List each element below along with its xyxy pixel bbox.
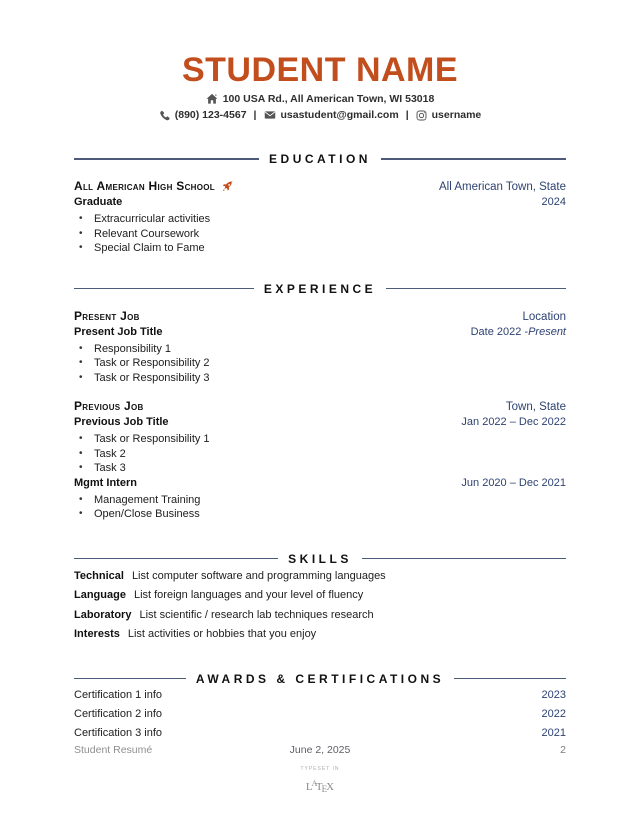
education-entry	[74, 178, 566, 256]
certification-text: Certification 2 info	[74, 708, 163, 720]
bullet-item: • Open/Close Business	[74, 507, 566, 522]
page-footer	[74, 743, 566, 828]
skill-label: Interests	[74, 628, 120, 640]
education-bullets	[74, 212, 566, 256]
graduation-year: 2024	[541, 196, 566, 208]
certification-row	[74, 705, 566, 724]
experience-bullets	[74, 342, 566, 386]
education-section-heading	[74, 152, 566, 166]
awards-section-heading	[74, 672, 566, 686]
bullet-item: • Management Training	[74, 493, 566, 508]
phone-text: (890) 123-4567	[174, 109, 247, 121]
bullet-item: • Responsibility 1	[74, 342, 566, 357]
certification-year: 2022	[541, 708, 566, 720]
skills-section-title: SKILLS	[288, 551, 352, 566]
certification-year: 2023	[541, 689, 566, 701]
certification-text: Certification 3 info	[74, 727, 163, 739]
heading-rule-right	[386, 288, 566, 290]
page-number: 2	[560, 743, 566, 756]
bullet-item: • Task or Responsibility 2	[74, 356, 566, 371]
experience-bullets	[74, 432, 566, 476]
job-title: Present Job Title	[74, 325, 163, 338]
experience-section-heading	[74, 282, 566, 296]
heading-rule-left	[74, 158, 259, 160]
education-section-title: EDUCATION	[269, 152, 371, 166]
school-name: All American High School	[74, 178, 234, 194]
awards-section-title: AWARDS & CERTIFICATIONS	[195, 671, 445, 686]
certification-year: 2021	[541, 727, 566, 739]
certification-row	[74, 686, 566, 705]
heading-rule-left	[74, 558, 278, 560]
experience-entry-previous	[74, 398, 566, 522]
skill-description: List computer software and programming languages	[131, 569, 386, 582]
bullet-item: • Task 2	[74, 447, 566, 462]
instagram-icon	[416, 110, 427, 121]
footer-date: June 2, 2025	[289, 743, 351, 756]
employer-name: Previous Job	[74, 399, 144, 413]
bullet-item: • Extracurricular activities	[74, 212, 566, 227]
skill-description: List scientific / research lab techniques research	[139, 608, 374, 621]
job-dates: Jan 2022 – Dec 2022	[461, 416, 566, 428]
skill-row-technical	[74, 567, 566, 586]
skill-label: Language	[74, 589, 126, 601]
heading-rule-right	[454, 678, 566, 680]
degree-title: Graduate	[74, 196, 123, 208]
job-title: Previous Job Title	[74, 416, 169, 428]
latex-logo: $L^ATEX$	[305, 778, 335, 794]
job-location: Location	[522, 310, 566, 323]
certification-row	[74, 724, 566, 743]
heading-rule-left	[74, 288, 254, 290]
rocket-icon	[221, 180, 234, 193]
heading-rule-right	[381, 158, 566, 160]
experience-section-title: EXPERIENCE	[263, 281, 377, 296]
bullet-item: • Task or Responsibility 3	[74, 371, 566, 386]
certification-text: Certification 1 info	[74, 689, 163, 701]
separator: |	[253, 109, 257, 121]
address-line	[74, 91, 566, 107]
skills-section-heading	[74, 552, 566, 566]
skill-row-interests	[74, 625, 566, 644]
address-text: 100 USA Rd., All American Town, WI 53018	[222, 93, 435, 105]
employer-name: Present Job	[74, 308, 140, 323]
sub-job-title: Mgmt Intern	[74, 476, 137, 489]
footer-center	[290, 743, 351, 796]
separator: |	[405, 109, 409, 121]
contact-line	[74, 107, 566, 123]
email-text: usastudent@gmail.com	[280, 109, 399, 121]
skill-label: Technical	[74, 569, 124, 582]
skill-label: Laboratory	[74, 608, 132, 621]
footer-doc-label: Student Resumé	[74, 743, 153, 756]
skill-row-language	[74, 586, 566, 605]
skill-row-laboratory	[74, 606, 566, 625]
sub-job-dates: Jun 2020 – Dec 2021	[461, 476, 566, 489]
typeset-in-label: TYPESET IN	[300, 765, 340, 772]
job-location: Town, State	[505, 401, 566, 413]
school-location: All American Town, State	[439, 181, 566, 193]
skill-description: List activities or hobbies that you enjoy	[127, 628, 317, 640]
home-icon	[206, 93, 218, 105]
skill-description: List foreign languages and your level of fluency	[133, 589, 364, 601]
phone-icon	[159, 110, 170, 121]
experience-entry-present	[74, 308, 566, 386]
bullet-item: • Relevant Coursework	[74, 227, 566, 242]
bullet-item: • Task 3	[74, 461, 566, 476]
job-dates: Date 2022 -Present	[470, 325, 566, 338]
bullet-item: • Task or Responsibility 1	[74, 432, 566, 447]
envelope-icon	[264, 109, 276, 121]
social-username-text: username	[431, 109, 482, 121]
heading-rule-right	[362, 558, 566, 560]
resume-header	[74, 52, 566, 123]
student-name-title: STUDENT NAME	[181, 51, 459, 89]
experience-sub-bullets	[74, 493, 566, 522]
bullet-item: • Special Claim to Fame	[74, 241, 566, 256]
heading-rule-left	[74, 678, 186, 680]
